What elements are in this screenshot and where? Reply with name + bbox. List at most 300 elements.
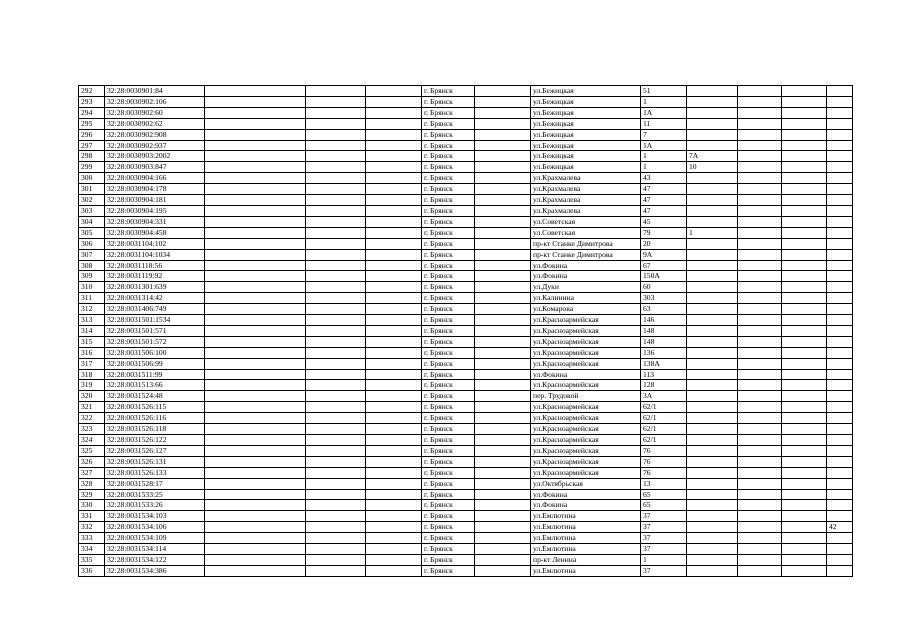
cell-col-blank-1 [205,336,306,347]
cell-street: пр-кт Станке Димитрова [531,238,641,249]
cell-house-number: 1 [641,96,687,107]
cell-col-blank-3 [366,282,422,293]
cell-col-blank-4 [475,467,531,478]
cell-building [687,511,738,522]
cell-city: г. Брянск [422,565,475,576]
cell-col-blank-1 [205,456,306,467]
cell-apartment [827,293,853,304]
cell-col-blank-4 [475,391,531,402]
cell-col-blank-3 [366,358,422,369]
cell-col-blank-4 [475,151,531,162]
cell-col-extra-1 [738,533,782,544]
cell-street: ул.Красноармейская [531,435,641,446]
table-row [79,107,853,118]
cell-street: ул.Фокина [531,271,641,282]
cell-cadastral-number: 32:28:0030902:106 [105,96,205,107]
cell-cadastral-number: 32:28:0031118:56 [105,260,205,271]
cell-house-number: 62/1 [641,424,687,435]
cell-col-extra-1 [738,358,782,369]
cell-building [687,347,738,358]
cell-col-blank-1 [205,293,306,304]
cell-building [687,184,738,195]
cell-col-extra-1 [738,173,782,184]
cell-apartment [827,369,853,380]
cell-building [687,260,738,271]
cell-col-blank-1 [205,140,306,151]
cell-col-blank-1 [205,445,306,456]
table-row [79,282,853,293]
cell-building [687,435,738,446]
cell-city: г. Брянск [422,238,475,249]
cell-col-extra-1 [738,467,782,478]
table-row [79,347,853,358]
cell-street: ул.Красноармейская [531,380,641,391]
table-row [79,86,853,97]
cell-col-blank-2 [306,238,366,249]
cell-col-blank-1 [205,358,306,369]
cell-street: ул.Красноармейская [531,336,641,347]
cell-city: г. Брянск [422,118,475,129]
cell-house-number: 9А [641,249,687,260]
cell-house-number: 62/1 [641,402,687,413]
cell-col-extra-2 [782,336,827,347]
cell-col-blank-3 [366,347,422,358]
cell-col-extra-2 [782,260,827,271]
cell-cadastral-number: 32:28:0030901:84 [105,86,205,97]
cell-street: ул.Красноармейская [531,315,641,326]
cell-col-blank-3 [366,565,422,576]
cell-col-blank-3 [366,380,422,391]
cell-col-blank-1 [205,511,306,522]
cell-row-number: 324 [79,435,105,446]
cell-col-extra-2 [782,96,827,107]
cell-col-blank-4 [475,424,531,435]
cell-city: г. Брянск [422,293,475,304]
cell-cadastral-number: 32:28:0031533:26 [105,500,205,511]
cell-col-blank-1 [205,216,306,227]
cell-apartment [827,107,853,118]
cell-house-number: 128 [641,380,687,391]
cell-building [687,413,738,424]
cell-apartment [827,500,853,511]
cell-col-blank-4 [475,358,531,369]
cell-apartment [827,260,853,271]
cell-row-number: 331 [79,511,105,522]
cell-col-blank-2 [306,544,366,555]
cell-cadastral-number: 32:28:0030903:2002 [105,151,205,162]
cell-row-number: 297 [79,140,105,151]
cell-city: г. Брянск [422,325,475,336]
cell-col-blank-3 [366,500,422,511]
cell-col-extra-2 [782,391,827,402]
cell-col-blank-1 [205,369,306,380]
cell-street: ул.Советская [531,216,641,227]
cell-street: ул.Фокина [531,500,641,511]
cell-apartment [827,216,853,227]
cell-col-blank-2 [306,391,366,402]
cell-col-blank-3 [366,544,422,555]
cell-house-number: 3А [641,391,687,402]
cell-street: пр-кт Ленина [531,554,641,565]
table-row [79,456,853,467]
cell-col-blank-4 [475,500,531,511]
cell-col-blank-4 [475,162,531,173]
cell-col-extra-1 [738,456,782,467]
cell-col-extra-1 [738,282,782,293]
cell-col-blank-1 [205,478,306,489]
cell-city: г. Брянск [422,315,475,326]
cell-col-blank-4 [475,369,531,380]
cell-apartment [827,544,853,555]
cell-col-blank-1 [205,522,306,533]
cell-building [687,140,738,151]
cell-row-number: 314 [79,325,105,336]
cell-col-blank-3 [366,554,422,565]
cell-col-blank-1 [205,489,306,500]
cell-col-blank-4 [475,282,531,293]
cell-street: ул.Октябрьская [531,478,641,489]
cell-street: ул.Фокина [531,260,641,271]
cell-house-number: 60 [641,282,687,293]
cell-house-number: 1А [641,107,687,118]
cell-apartment [827,304,853,315]
cell-street: ул.Крахмалева [531,195,641,206]
data-table-sheet [78,85,853,577]
cell-col-blank-3 [366,369,422,380]
cell-col-blank-1 [205,380,306,391]
cell-col-blank-4 [475,533,531,544]
cell-building [687,271,738,282]
cell-col-blank-2 [306,184,366,195]
cell-cadastral-number: 32:28:0030904:178 [105,184,205,195]
cell-row-number: 334 [79,544,105,555]
cell-col-blank-3 [366,162,422,173]
cell-cadastral-number: 32:28:0030904:195 [105,205,205,216]
cell-col-blank-2 [306,107,366,118]
cell-apartment [827,249,853,260]
cell-street: ул.Бежицкая [531,96,641,107]
cell-col-blank-4 [475,511,531,522]
cell-apartment [827,456,853,467]
cell-building [687,86,738,97]
cell-col-blank-3 [366,195,422,206]
cell-col-extra-2 [782,293,827,304]
cell-city: г. Брянск [422,544,475,555]
cell-building [687,533,738,544]
cell-city: г. Брянск [422,358,475,369]
cell-col-extra-2 [782,380,827,391]
cell-col-blank-2 [306,435,366,446]
cell-building: 7А [687,151,738,162]
cell-col-blank-4 [475,325,531,336]
cell-building [687,391,738,402]
cell-row-number: 296 [79,129,105,140]
cell-city: г. Брянск [422,151,475,162]
cell-col-blank-3 [366,260,422,271]
cell-street: ул.Бежицкая [531,107,641,118]
cell-col-extra-2 [782,554,827,565]
cell-col-blank-3 [366,424,422,435]
cell-col-extra-1 [738,151,782,162]
cell-house-number: 62/1 [641,413,687,424]
cell-city: г. Брянск [422,162,475,173]
cell-street: ул.Красноармейская [531,456,641,467]
cell-row-number: 312 [79,304,105,315]
cell-col-blank-3 [366,511,422,522]
cell-col-blank-2 [306,140,366,151]
table-row [79,271,853,282]
cell-building [687,249,738,260]
cell-city: г. Брянск [422,96,475,107]
cell-col-blank-4 [475,347,531,358]
cell-house-number: 47 [641,184,687,195]
cell-col-blank-4 [475,456,531,467]
cell-col-blank-2 [306,86,366,97]
cell-cadastral-number: 32:28:0031406:749 [105,304,205,315]
cell-apartment [827,391,853,402]
cell-cadastral-number: 32:28:0031501:572 [105,336,205,347]
table-row [79,511,853,522]
cell-city: г. Брянск [422,424,475,435]
table-row [79,380,853,391]
cell-row-number: 309 [79,271,105,282]
cell-col-extra-2 [782,107,827,118]
cell-row-number: 299 [79,162,105,173]
cell-col-extra-1 [738,293,782,304]
cell-house-number: 76 [641,456,687,467]
cell-street: пр-кт Станке Димитрова [531,249,641,260]
cell-row-number: 308 [79,260,105,271]
cell-col-blank-2 [306,500,366,511]
cell-row-number: 298 [79,151,105,162]
table-row [79,140,853,151]
cell-street: ул.Емлютина [531,533,641,544]
cell-building [687,293,738,304]
cell-cadastral-number: 32:28:0030904:181 [105,195,205,206]
cell-col-blank-1 [205,544,306,555]
cell-apartment [827,413,853,424]
cell-col-blank-4 [475,271,531,282]
cell-cadastral-number: 32:28:0031534:106 [105,522,205,533]
cell-col-blank-2 [306,271,366,282]
cell-building [687,489,738,500]
cell-col-extra-1 [738,304,782,315]
cell-col-extra-2 [782,227,827,238]
cell-building [687,304,738,315]
cell-col-extra-2 [782,86,827,97]
cell-col-blank-1 [205,195,306,206]
cell-cadastral-number: 32:28:0031506:100 [105,347,205,358]
cell-col-extra-2 [782,315,827,326]
cell-row-number: 307 [79,249,105,260]
cell-building [687,118,738,129]
cell-city: г. Брянск [422,129,475,140]
cell-col-blank-1 [205,347,306,358]
cell-row-number: 329 [79,489,105,500]
cell-col-blank-4 [475,173,531,184]
cell-col-blank-3 [366,325,422,336]
cell-apartment [827,173,853,184]
cell-row-number: 295 [79,118,105,129]
cell-col-blank-1 [205,96,306,107]
cell-cadastral-number: 32:28:0030902:908 [105,129,205,140]
cell-col-blank-1 [205,533,306,544]
table-row [79,238,853,249]
cell-col-blank-3 [366,489,422,500]
cell-street: ул.Крахмалева [531,205,641,216]
cell-cadastral-number: 32:28:0031524:48 [105,391,205,402]
cell-col-blank-3 [366,86,422,97]
cell-house-number: 45 [641,216,687,227]
cell-apartment [827,478,853,489]
cell-house-number: 65 [641,489,687,500]
cell-house-number: 148 [641,325,687,336]
table-row [79,445,853,456]
cell-col-blank-3 [366,140,422,151]
cell-street: ул.Дуки [531,282,641,293]
cell-col-blank-4 [475,86,531,97]
cell-col-blank-4 [475,445,531,456]
cell-building [687,282,738,293]
cell-col-blank-3 [366,151,422,162]
cell-apartment [827,129,853,140]
cell-cadastral-number: 32:28:0031513:66 [105,380,205,391]
cell-col-blank-4 [475,336,531,347]
cell-row-number: 330 [79,500,105,511]
cell-apartment [827,445,853,456]
cell-row-number: 326 [79,456,105,467]
cell-col-extra-1 [738,435,782,446]
cell-cadastral-number: 32:28:0030902:62 [105,118,205,129]
cell-col-extra-1 [738,424,782,435]
cell-house-number: 150А [641,271,687,282]
cell-col-blank-3 [366,435,422,446]
cell-city: г. Брянск [422,336,475,347]
cell-building: 1 [687,227,738,238]
cell-street: ул.Бежицкая [531,151,641,162]
cell-col-blank-1 [205,227,306,238]
cell-col-blank-1 [205,554,306,565]
cell-col-blank-2 [306,205,366,216]
cell-cadastral-number: 32:28:0031104:1034 [105,249,205,260]
cell-col-blank-4 [475,238,531,249]
cell-col-blank-4 [475,565,531,576]
cell-street: ул.Фокина [531,489,641,500]
cell-cadastral-number: 32:28:0030902:937 [105,140,205,151]
cell-col-blank-4 [475,129,531,140]
cell-apartment [827,533,853,544]
cell-col-extra-2 [782,424,827,435]
table-row [79,554,853,565]
cell-apartment [827,380,853,391]
cell-house-number: 37 [641,511,687,522]
cell-col-extra-2 [782,238,827,249]
cell-col-blank-2 [306,554,366,565]
cell-col-blank-4 [475,478,531,489]
cell-building [687,96,738,107]
table-row [79,325,853,336]
cell-cadastral-number: 32:28:0031501:1534 [105,315,205,326]
cell-house-number: 62/1 [641,435,687,446]
cell-building [687,500,738,511]
cell-house-number: 79 [641,227,687,238]
table-row [79,173,853,184]
cell-cadastral-number: 32:28:0030904:331 [105,216,205,227]
cell-col-blank-3 [366,467,422,478]
cell-street: ул.Емлютина [531,565,641,576]
cell-col-extra-2 [782,402,827,413]
cell-row-number: 305 [79,227,105,238]
cell-col-blank-2 [306,445,366,456]
cell-cadastral-number: 32:28:0031526:118 [105,424,205,435]
cell-city: г. Брянск [422,435,475,446]
cell-col-blank-4 [475,522,531,533]
cell-col-extra-1 [738,107,782,118]
cell-city: г. Брянск [422,282,475,293]
cell-building [687,544,738,555]
cell-col-blank-3 [366,413,422,424]
cell-city: г. Брянск [422,184,475,195]
cell-city: г. Брянск [422,467,475,478]
cell-col-blank-1 [205,282,306,293]
table-row [79,205,853,216]
cell-apartment [827,86,853,97]
cell-cadastral-number: 32:28:0030902:60 [105,107,205,118]
cell-apartment [827,227,853,238]
cadastral-table [78,85,853,577]
cell-col-blank-4 [475,195,531,206]
cell-col-blank-1 [205,467,306,478]
cell-col-blank-3 [366,315,422,326]
cell-col-extra-1 [738,336,782,347]
cell-apartment: 42 [827,522,853,533]
cell-row-number: 335 [79,554,105,565]
cell-col-blank-3 [366,293,422,304]
cell-house-number: 67 [641,260,687,271]
table-row [79,151,853,162]
cell-house-number: 148 [641,336,687,347]
cell-col-blank-2 [306,456,366,467]
cell-col-extra-1 [738,315,782,326]
cell-street: ул.Крахмалева [531,184,641,195]
table-row [79,369,853,380]
cell-col-blank-1 [205,205,306,216]
cell-col-extra-1 [738,184,782,195]
cell-house-number: 47 [641,195,687,206]
cell-row-number: 322 [79,413,105,424]
cell-row-number: 313 [79,315,105,326]
cell-city: г. Брянск [422,533,475,544]
cell-row-number: 319 [79,380,105,391]
table-row [79,293,853,304]
cell-col-extra-1 [738,195,782,206]
cell-col-extra-1 [738,369,782,380]
cell-col-extra-2 [782,544,827,555]
cell-col-blank-4 [475,205,531,216]
cell-cadastral-number: 32:28:0031511:99 [105,369,205,380]
cell-building [687,315,738,326]
cell-col-extra-2 [782,216,827,227]
cell-street: ул.Красноармейская [531,402,641,413]
cell-col-extra-1 [738,478,782,489]
cell-col-blank-4 [475,260,531,271]
cell-city: г. Брянск [422,205,475,216]
cell-col-blank-4 [475,413,531,424]
cell-col-extra-2 [782,511,827,522]
cell-col-blank-2 [306,129,366,140]
cell-col-blank-1 [205,260,306,271]
cell-apartment [827,118,853,129]
